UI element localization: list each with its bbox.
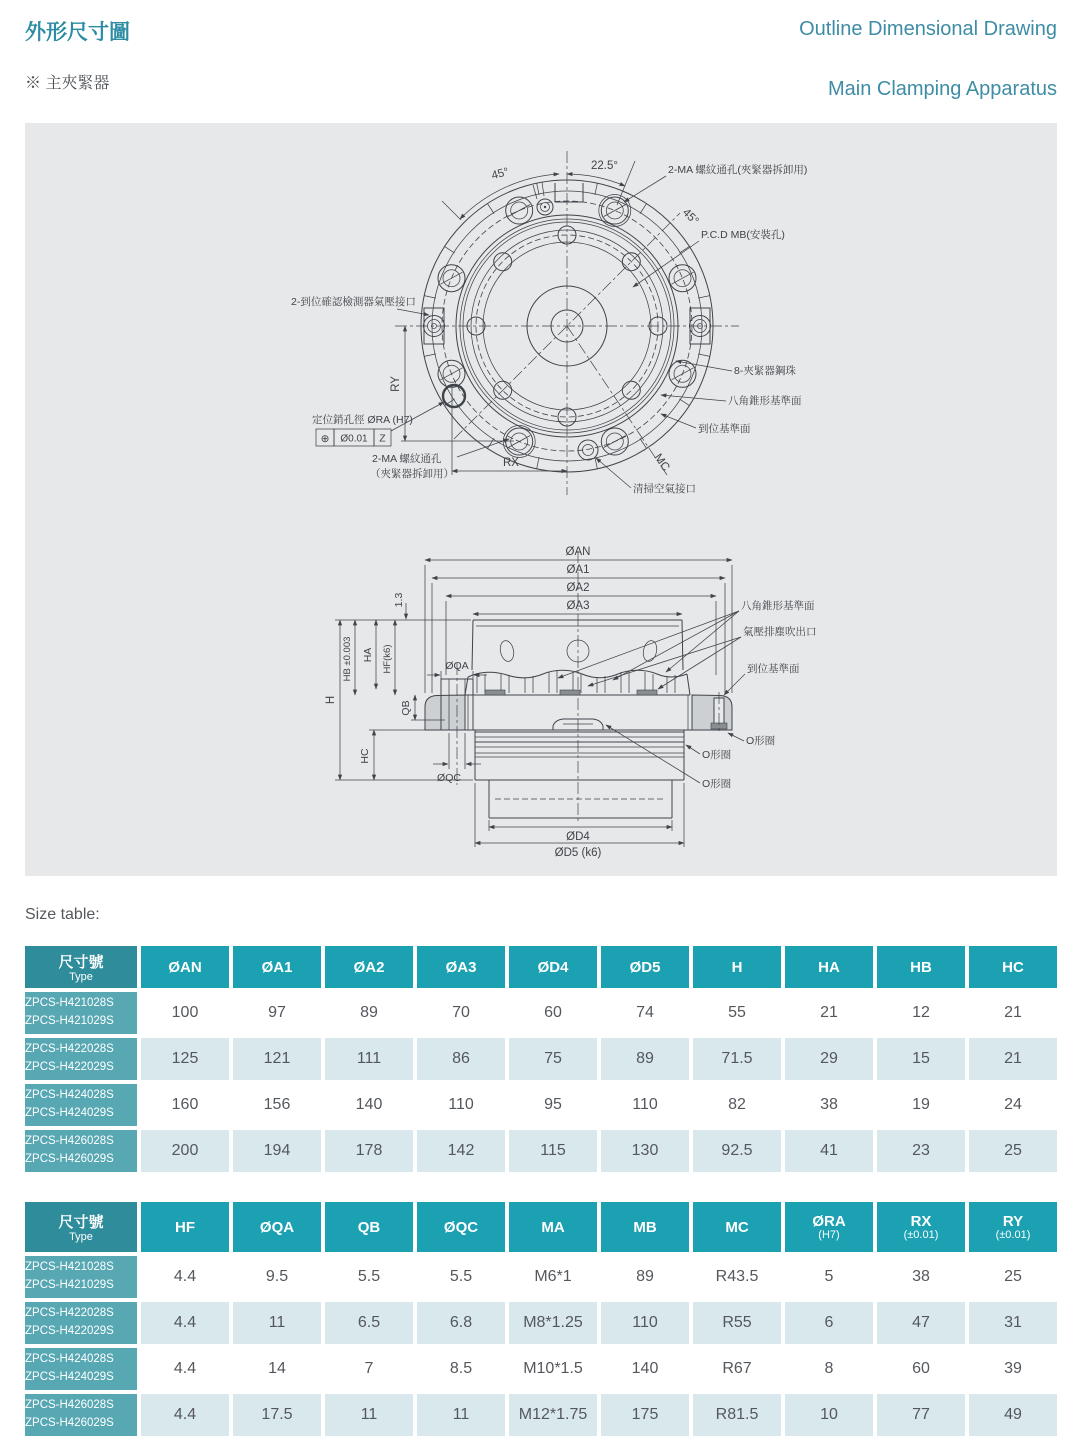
size-cell: R43.5: [693, 1256, 781, 1298]
oring-label-2: O形圈: [702, 749, 732, 761]
size-cell: 130: [601, 1130, 689, 1172]
size-cell: 140: [325, 1084, 413, 1126]
column-header: RY (±0.01): [969, 1202, 1057, 1252]
size-cell: 38: [785, 1084, 873, 1126]
dim-a2-label: ØA2: [566, 582, 590, 594]
angle-22-5-label: 22.5°: [591, 160, 618, 172]
type-cell: ZPCS-H421028S ZPCS-H421029S: [25, 992, 137, 1034]
size-cell: 4.4: [141, 1348, 229, 1390]
type-column-header: 尺寸號 Type: [25, 946, 137, 988]
size-cell: 89: [601, 1038, 689, 1080]
size-cell: 115: [509, 1130, 597, 1172]
size-cell: 77: [877, 1394, 965, 1436]
size-cell: 4.4: [141, 1302, 229, 1344]
size-cell: 121: [233, 1038, 321, 1080]
column-header: ØA3: [417, 946, 505, 988]
size-cell: 178: [325, 1130, 413, 1172]
dim-hc-label: HC: [359, 748, 371, 764]
column-header: ØA2: [325, 946, 413, 988]
angle-45-left-label: 45°: [490, 166, 511, 183]
table-row: [25, 1038, 1057, 1080]
seat-datum-label-side: 到位基準面: [747, 663, 800, 675]
size-cell: 110: [601, 1302, 689, 1344]
size-cell: 25: [969, 1130, 1057, 1172]
size-cell: 41: [785, 1130, 873, 1172]
gdt-tolerance: Ø0.01: [340, 433, 368, 445]
angle-45-right-label: 45°: [679, 206, 701, 228]
size-cell: 175: [601, 1394, 689, 1436]
dim-h-label: H: [325, 695, 337, 705]
technical-drawing: [25, 123, 1057, 876]
size-cell: 7: [325, 1348, 413, 1390]
table-row: [25, 1130, 1057, 1172]
size-cell: 39: [969, 1348, 1057, 1390]
type-cell: ZPCS-H421028S ZPCS-H421029S: [25, 1256, 137, 1298]
type-cell: ZPCS-H422028S ZPCS-H422029S: [25, 1302, 137, 1344]
seat-datum-label-top: 到位基準面: [698, 423, 751, 435]
size-cell: 25: [969, 1256, 1057, 1298]
column-header: H: [693, 946, 781, 988]
type-cell: ZPCS-H424028S ZPCS-H424029S: [25, 1348, 137, 1390]
size-cell: 49: [969, 1394, 1057, 1436]
dim-mc-label: MC: [651, 451, 672, 474]
size-cell: 9.5: [233, 1256, 321, 1298]
dim-rx-label: RX: [503, 457, 519, 469]
dim-hb-label: HB ±0.003: [342, 636, 353, 682]
size-cell: 6.5: [325, 1302, 413, 1344]
size-cell: 156: [233, 1084, 321, 1126]
clean-air-label: 清掃空氣接口: [633, 483, 696, 495]
column-header: ØAN: [141, 946, 229, 988]
size-table-label: Size table:: [25, 906, 100, 923]
size-cell: 12: [877, 992, 965, 1034]
size-cell: 75: [509, 1038, 597, 1080]
side-view-drawing: [325, 546, 817, 859]
subtitle-en: Main Clamping Apparatus: [827, 78, 1057, 100]
dim-d4-label: ØD4: [566, 831, 590, 843]
size-cell: 89: [325, 992, 413, 1034]
size-cell: M8*1.25: [509, 1302, 597, 1344]
size-cell: 21: [785, 992, 873, 1034]
type-cell: ZPCS-H422028S ZPCS-H422029S: [25, 1038, 137, 1080]
size-cell: 8.5: [417, 1348, 505, 1390]
top-view-drawing: [291, 151, 807, 495]
size-cell: 6: [785, 1302, 873, 1344]
table-row: [25, 1348, 1057, 1390]
size-table-1: [21, 942, 1061, 1176]
table-row: [25, 992, 1057, 1034]
column-header: ØA1: [233, 946, 321, 988]
size-cell: 60: [509, 992, 597, 1034]
column-header: ØQA: [233, 1202, 321, 1252]
column-header: ØD4: [509, 946, 597, 988]
size-cell: 200: [141, 1130, 229, 1172]
pin-hole-label: 定位銷孔徑 ØRA (H7): [312, 414, 413, 426]
ma-hole-bottom-label-1: 2-MA 螺紋通孔: [372, 453, 442, 465]
size-cell: 4.4: [141, 1394, 229, 1436]
size-cell: 10: [785, 1394, 873, 1436]
size-cell: 17.5: [233, 1394, 321, 1436]
size-cell: 5.5: [417, 1256, 505, 1298]
size-cell: 11: [417, 1394, 505, 1436]
table-row: [25, 1084, 1057, 1126]
air-blow-label: 氣壓排塵吹出口: [743, 626, 817, 638]
size-cell: 160: [141, 1084, 229, 1126]
size-cell: M6*1: [509, 1256, 597, 1298]
size-cell: 15: [877, 1038, 965, 1080]
size-cell: 47: [877, 1302, 965, 1344]
size-cell: 60: [877, 1348, 965, 1390]
size-cell: 89: [601, 1256, 689, 1298]
ma-hole-bottom-label-2: （夾緊器拆卸用）: [370, 468, 454, 480]
drawing-panel: [25, 123, 1057, 876]
dim-hf-label: HF(k6): [382, 644, 393, 674]
size-cell: 5.5: [325, 1256, 413, 1298]
size-cell: 110: [601, 1084, 689, 1126]
size-cell: 24: [969, 1084, 1057, 1126]
octagon-datum-label-side: 八角錐形基準面: [741, 600, 815, 612]
size-cell: 194: [233, 1130, 321, 1172]
dim-qc-label: ØQC: [437, 772, 461, 784]
balls-label: 8-夾緊器鋼珠: [734, 365, 796, 377]
column-header: MC: [693, 1202, 781, 1252]
size-cell: 125: [141, 1038, 229, 1080]
size-cell: R81.5: [693, 1394, 781, 1436]
size-cell: 71.5: [693, 1038, 781, 1080]
type-cell: ZPCS-H424028S ZPCS-H424029S: [25, 1084, 137, 1126]
subtitle-zh: ※ 主夾緊器: [25, 75, 110, 92]
size-cell: 55: [693, 992, 781, 1034]
size-cell: 8: [785, 1348, 873, 1390]
page-title-zh: 外形尺寸圖: [25, 21, 130, 44]
size-cell: 31: [969, 1302, 1057, 1344]
size-cell: 6.8: [417, 1302, 505, 1344]
size-cell: 86: [417, 1038, 505, 1080]
dim-qa-label: ØQA: [445, 660, 469, 672]
size-cell: 97: [233, 992, 321, 1034]
type-column-header: 尺寸號 Type: [25, 1202, 137, 1252]
size-cell: 92.5: [693, 1130, 781, 1172]
size-cell: R67: [693, 1348, 781, 1390]
dim-a3-label: ØA3: [566, 600, 590, 612]
size-cell: 11: [325, 1394, 413, 1436]
size-cell: M12*1.75: [509, 1394, 597, 1436]
column-header: HA: [785, 946, 873, 988]
type-cell: ZPCS-H426028S ZPCS-H426029S: [25, 1130, 137, 1172]
dim-ry-label: RY: [390, 376, 402, 392]
ma-hole-top-label: 2-MA 螺紋通孔(夾緊器拆卸用): [668, 164, 808, 176]
column-header: HF: [141, 1202, 229, 1252]
sensor-port-label: 2-到位確認檢測器氣壓接口: [291, 296, 416, 308]
size-cell: 70: [417, 992, 505, 1034]
size-cell: 29: [785, 1038, 873, 1080]
size-cell: M10*1.5: [509, 1348, 597, 1390]
oring-label-3: O形圈: [702, 778, 732, 790]
size-cell: 19: [877, 1084, 965, 1126]
dim-ha-label: HA: [362, 647, 374, 663]
dim-an-label: ØAN: [565, 546, 591, 558]
size-table-2: [21, 1198, 1061, 1440]
octagon-datum-label-top: 八角錐形基準面: [728, 395, 802, 407]
size-cell: 21: [969, 1038, 1057, 1080]
column-header: ØD5: [601, 946, 689, 988]
size-cell: 100: [141, 992, 229, 1034]
column-header: HB: [877, 946, 965, 988]
size-cell: 11: [233, 1302, 321, 1344]
type-cell: ZPCS-H426028S ZPCS-H426029S: [25, 1394, 137, 1436]
dim-a1-label: ØA1: [566, 564, 590, 576]
gdt-datum: Z: [379, 432, 386, 445]
gdt-position-symbol: ⊕: [320, 433, 330, 445]
size-cell: 21: [969, 992, 1057, 1034]
dim-d5-label: ØD5 (k6): [554, 847, 602, 859]
column-header: QB: [325, 1202, 413, 1252]
size-cell: 82: [693, 1084, 781, 1126]
column-header: ØRA (H7): [785, 1202, 873, 1252]
column-header: MA: [509, 1202, 597, 1252]
column-header: ØQC: [417, 1202, 505, 1252]
column-header: MB: [601, 1202, 689, 1252]
size-tables: [0, 942, 1082, 1440]
page-header: [0, 0, 1082, 123]
column-header: HC: [969, 946, 1057, 988]
size-cell: 111: [325, 1038, 413, 1080]
size-cell: R55: [693, 1302, 781, 1344]
dim-qb-label: QB: [400, 700, 412, 716]
size-cell: 140: [601, 1348, 689, 1390]
size-cell: 110: [417, 1084, 505, 1126]
dim-1-3-label: 1.3: [393, 592, 405, 608]
size-cell: 5: [785, 1256, 873, 1298]
size-cell: 38: [877, 1256, 965, 1298]
oring-label-1: O形圈: [746, 735, 776, 747]
page-title-en: Outline Dimensional Drawing: [799, 18, 1057, 40]
table-row: [25, 1256, 1057, 1298]
size-cell: 14: [233, 1348, 321, 1390]
size-cell: 74: [601, 992, 689, 1034]
table-row: [25, 1302, 1057, 1344]
pcd-mb-label: P.C.D MB(安裝孔): [701, 229, 785, 241]
size-cell: 23: [877, 1130, 965, 1172]
size-cell: 142: [417, 1130, 505, 1172]
size-cell: 4.4: [141, 1256, 229, 1298]
table-row: [25, 1394, 1057, 1436]
size-cell: 95: [509, 1084, 597, 1126]
column-header: RX (±0.01): [877, 1202, 965, 1252]
